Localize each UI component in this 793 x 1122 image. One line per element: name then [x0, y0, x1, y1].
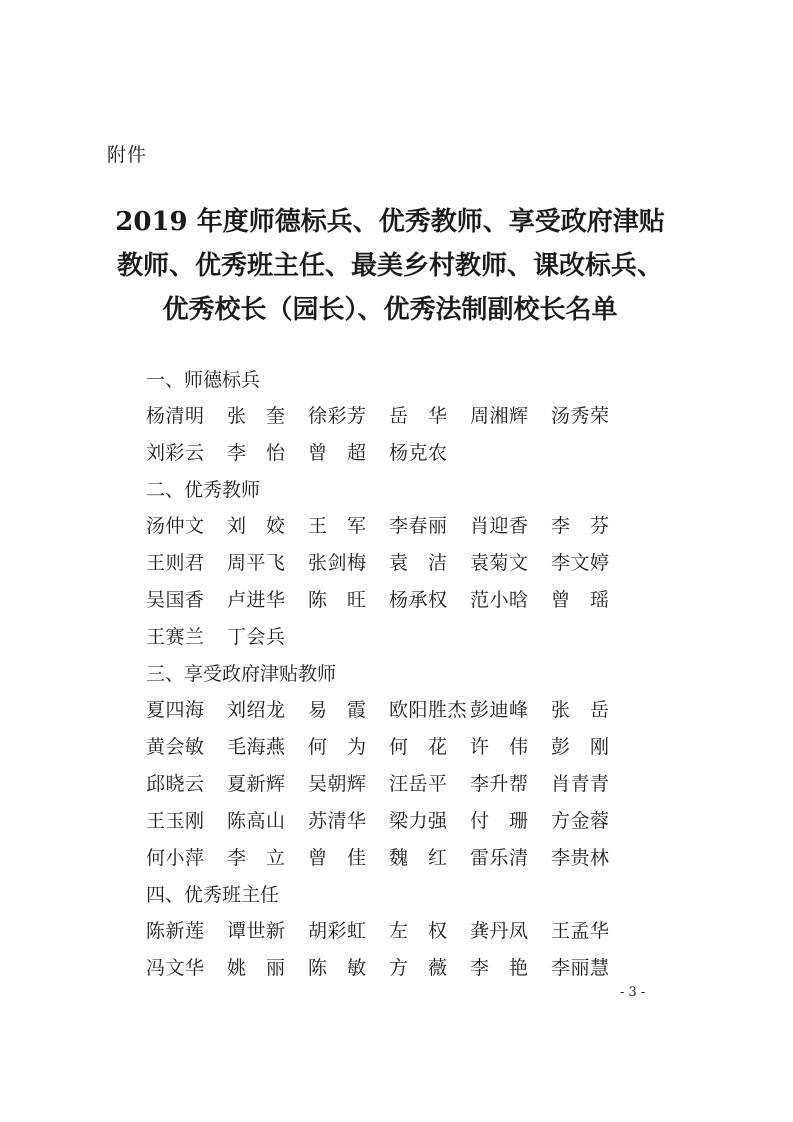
title-line: 优秀校长（园长）、优秀法制副校长名单	[162, 295, 618, 325]
person-name: 何 为	[308, 736, 367, 758]
person-name: 丁会兵	[227, 626, 286, 648]
section-heading: 三、享受政府津贴教师	[146, 663, 337, 685]
person-name: 岳 华	[389, 405, 448, 427]
person-name: 李文婷	[551, 552, 610, 574]
person-name: 吴朝辉	[308, 773, 367, 795]
attachment-label: 附件	[107, 144, 148, 166]
person-name: 杨克农	[389, 442, 448, 464]
person-name: 邱晓云	[146, 773, 205, 795]
person-name: 苏清华	[308, 810, 367, 832]
person-name: 易 霞	[308, 699, 367, 721]
person-name: 肖迎香	[470, 515, 529, 537]
person-name: 陈新莲	[146, 920, 205, 942]
person-name: 胡彩虹	[308, 920, 367, 942]
person-name: 肖青青	[551, 773, 610, 795]
person-name: 刘绍龙	[227, 699, 286, 721]
person-name: 李 艳	[470, 957, 529, 979]
person-name: 王玉刚	[146, 810, 205, 832]
person-name: 欧阳胜杰	[389, 699, 468, 721]
person-name: 王孟华	[551, 920, 610, 942]
name-grid	[146, 913, 626, 987]
person-name: 何小萍	[146, 847, 205, 869]
person-name: 何 花	[389, 736, 448, 758]
person-name: 袁菊文	[470, 552, 529, 574]
person-name: 黄会敏	[146, 736, 205, 758]
person-name: 冯文华	[146, 957, 205, 979]
person-name: 曾 佳	[308, 847, 367, 869]
section-heading: 二、优秀教师	[146, 479, 261, 501]
person-name: 许 伟	[470, 736, 529, 758]
person-name: 梁力强	[389, 810, 448, 832]
person-name: 卢进华	[227, 589, 286, 611]
person-name: 张 奎	[227, 405, 286, 427]
person-name: 周湘辉	[470, 405, 529, 427]
name-grid	[146, 692, 626, 877]
person-name: 彭 刚	[551, 736, 610, 758]
name-grid	[146, 398, 626, 472]
name-grid	[146, 508, 626, 656]
person-name: 王则君	[146, 552, 205, 574]
person-name: 王 军	[308, 515, 367, 537]
person-name: 彭迪峰	[470, 699, 529, 721]
person-name: 张剑梅	[308, 552, 367, 574]
person-name: 雷乐清	[470, 847, 529, 869]
person-name: 付 珊	[470, 810, 529, 832]
person-name: 汤秀荣	[551, 405, 610, 427]
person-name: 杨清明	[146, 405, 205, 427]
person-name: 陈高山	[227, 810, 286, 832]
person-name: 陈 旺	[308, 589, 367, 611]
person-name: 吴国香	[146, 589, 205, 611]
document-title	[100, 200, 680, 332]
person-name: 汤仲文	[146, 515, 205, 537]
person-name: 李贵林	[551, 847, 610, 869]
person-name: 魏 红	[389, 847, 448, 869]
title-line: 教师、优秀班主任、最美乡村教师、课改标兵、	[116, 251, 663, 281]
person-name: 徐彩芳	[308, 405, 367, 427]
person-name: 夏新辉	[227, 773, 286, 795]
section-heading: 四、优秀班主任	[146, 884, 280, 906]
person-name: 曾 瑶	[551, 589, 610, 611]
person-name: 袁 洁	[389, 552, 448, 574]
section-heading: 一、师德标兵	[146, 369, 261, 391]
person-name: 周平飞	[227, 552, 286, 574]
person-name: 方金蓉	[551, 810, 610, 832]
person-name: 毛海燕	[227, 736, 286, 758]
person-name: 范小晗	[470, 589, 529, 611]
person-name: 谭世新	[227, 920, 286, 942]
person-name: 李 怡	[227, 442, 286, 464]
person-name: 夏四海	[146, 699, 205, 721]
person-name: 王赛兰	[146, 626, 205, 648]
person-name: 李升帮	[470, 773, 529, 795]
person-name: 李 立	[227, 847, 286, 869]
person-name: 方 薇	[389, 957, 448, 979]
person-name: 刘 姣	[227, 515, 286, 537]
person-name: 李春丽	[389, 515, 448, 537]
page-number: - 3 -	[620, 985, 646, 1000]
person-name: 李丽慧	[551, 957, 610, 979]
person-name: 陈 敏	[308, 957, 367, 979]
person-name: 李 芬	[551, 515, 610, 537]
person-name: 曾 超	[308, 442, 367, 464]
person-name: 杨承权	[389, 589, 448, 611]
person-name: 张 岳	[551, 699, 610, 721]
person-name: 龚丹凤	[470, 920, 529, 942]
person-name: 左 权	[389, 920, 448, 942]
title-line: 2019 年度师德标兵、优秀教师、享受政府津贴	[115, 207, 665, 237]
person-name: 姚 丽	[227, 957, 286, 979]
name-list-sections	[146, 362, 626, 987]
person-name: 刘彩云	[146, 442, 205, 464]
person-name: 汪岳平	[389, 773, 448, 795]
